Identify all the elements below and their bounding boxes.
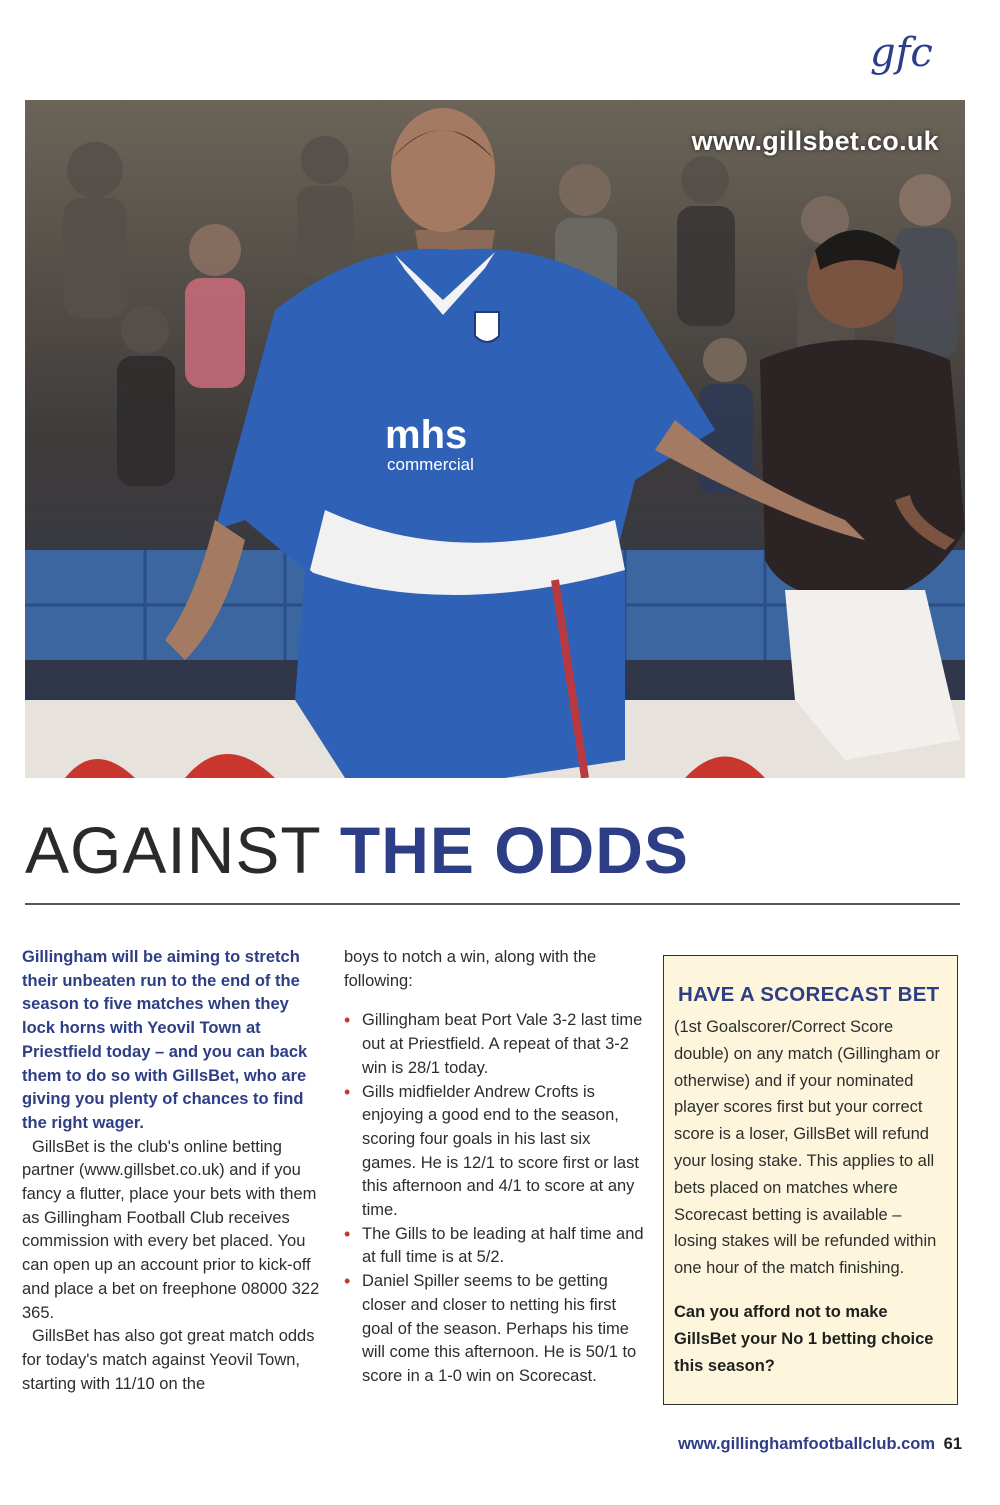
- club-logo: [866, 22, 966, 82]
- body-paragraph-2: GillsBet has also got great match odds for today's match against Yeovil Town, starting with 11/10 on the: [22, 1327, 315, 1393]
- scorecast-box: [663, 955, 958, 1405]
- headline-divider: [25, 903, 960, 905]
- column2-intro: boys to notch a win, along with the following:: [344, 948, 597, 990]
- shirt-sponsor: mhs: [385, 413, 468, 457]
- list-item: • Gillingham beat Port Vale 3-2 last time out at Priestfield. A repeat of that 3-2 win is 28/1 today.: [344, 1009, 644, 1080]
- page-number: 61: [943, 1435, 962, 1453]
- photo-url-overlay: www.gillsbet.co.uk: [691, 126, 939, 156]
- list-item: • Daniel Spiller seems to be getting closer and closer to netting his first goal of the season. Perhaps his time will come this afternoon. He is 50/1 to score in a 1-0 win on Scorecast.: [344, 1270, 644, 1389]
- list-item: • Gills midfielder Andrew Crofts is enjoying a good end to the season, scoring four goals in his last six games. He is 12/1 to score first or last this afternoon and 4/1 to score at any time.: [344, 1081, 644, 1223]
- article-column-2: [344, 946, 644, 1389]
- box-body: (1st Goalscorer/Correct Score double) on any match (Gillingham or otherwise) and if your nominated player scores first but your correct score is a loser, GillsBet will refund your losing stake. This applies to all bets placed on matches where Scorecast betting is available – losing stakes will be refunded within one hour of the match finishing.: [674, 1018, 940, 1278]
- lead-paragraph: Gillingham will be aiming to stretch their unbeaten run to the end of the season to five matches when they lock horns with Yeovil Town at Priestfield today – and you can back them to do so with GillsBet, who are giving you plenty of chances to find the right wager.: [22, 948, 308, 1132]
- logo-monogram: gfc: [870, 30, 933, 76]
- box-question: Can you afford not to make GillsBet your No 1 betting choice this season?: [674, 1302, 934, 1375]
- headline: [25, 810, 689, 890]
- shirt-sponsor-sub: commercial: [387, 455, 474, 474]
- headline-part1: AGAINST: [25, 813, 321, 887]
- club-crest-icon: [475, 312, 499, 342]
- box-title: HAVE A SCORECAST BET: [678, 983, 940, 1006]
- page-footer: [678, 1435, 962, 1454]
- headline-part2: THE ODDS: [339, 813, 689, 887]
- body-paragraph-1: GillsBet is the club's online betting partner (www.gillsbet.co.uk) and if you fancy a flutter, place your bets with them as Gillingham Football Club receives commission with every bet placed. You can open up an account prior to kick-off and place a bet on freephone 08000 322 365.: [22, 1137, 320, 1322]
- match-photo: [25, 100, 965, 778]
- odds-list: [344, 1009, 644, 1388]
- article-column-1: [22, 946, 322, 1396]
- footer-url: www.gillinghamfootballclub.com: [678, 1435, 936, 1453]
- list-item: • The Gills to be leading at half time and at full time is at 5/2.: [344, 1223, 644, 1270]
